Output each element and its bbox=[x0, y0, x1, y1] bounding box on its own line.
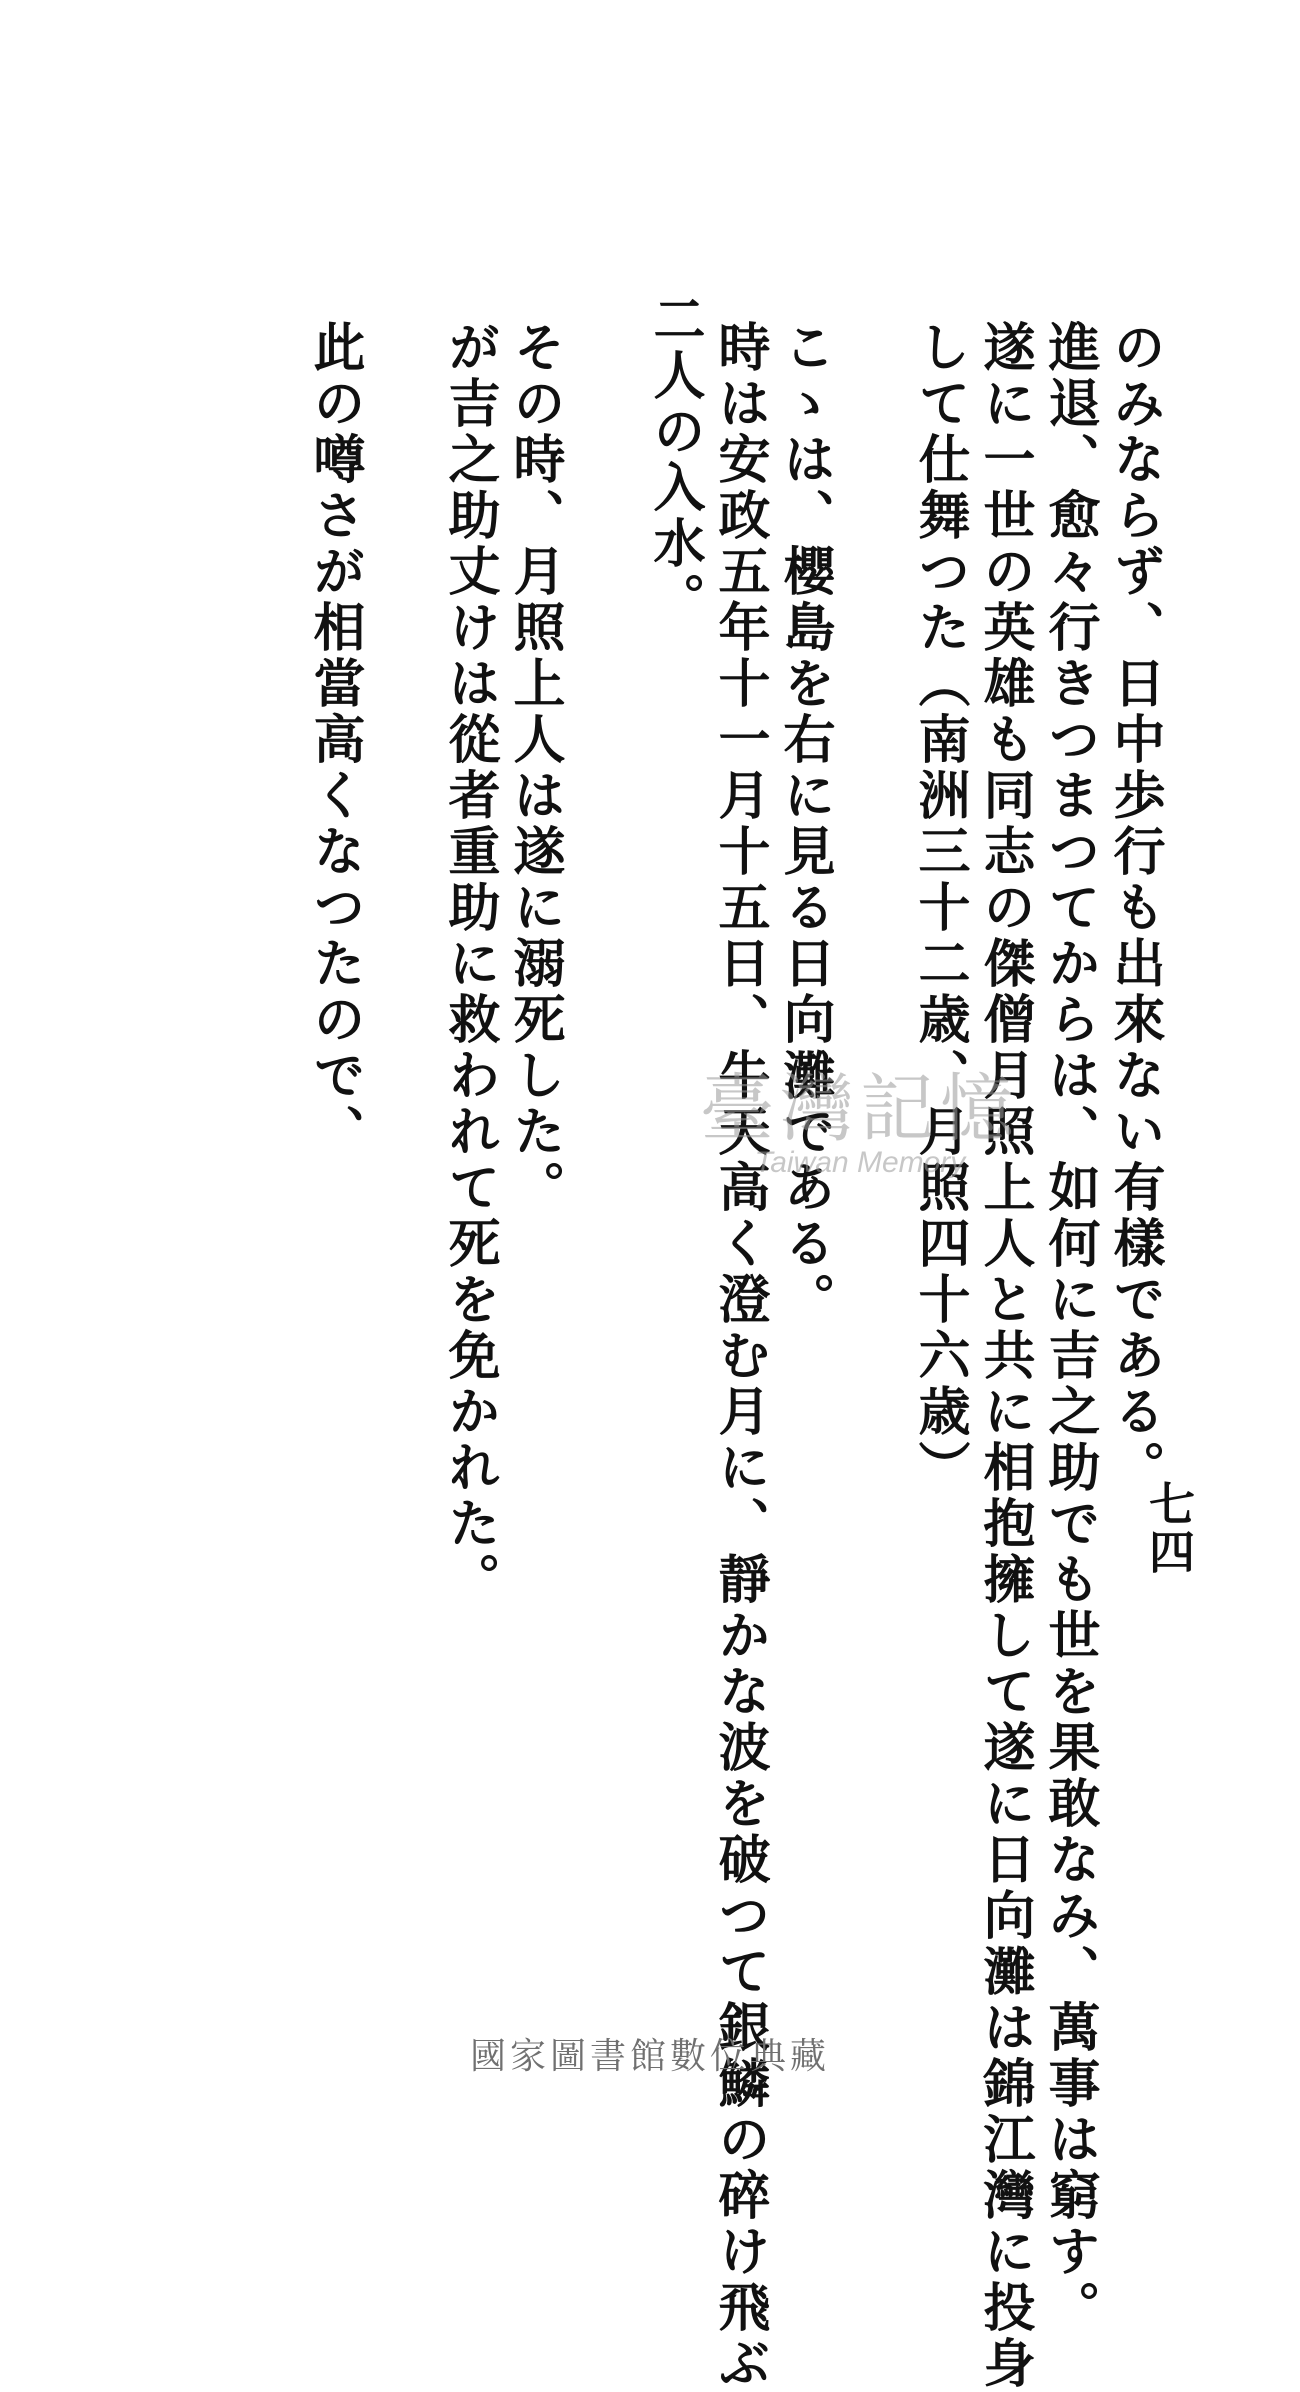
text-column-9: が吉之助丈けは從者重助に救われて死を免かれた。 bbox=[439, 320, 500, 1608]
watermark-logo bbox=[640, 1050, 1080, 1190]
text-column-4: して仕舞つた（南洲三十二歳、月照四十六歳） bbox=[909, 320, 970, 1496]
text-column-10: 此の噂さが相當高くなつたので、 bbox=[304, 320, 365, 1160]
text-column-3: 遂に一世の英雄も同志の傑僧月照上人と共に相抱擁して遂に日向灘は錦江灣に投身 bbox=[974, 320, 1035, 2392]
watermark-chinese: 臺灣記憶 bbox=[700, 1066, 1020, 1152]
watermark-english: Taiwan Memory bbox=[754, 1146, 966, 1179]
text-column-6: 時は安政五年十一月十五日、牛天高く澄む月に、靜かな波を破つて銀鱗の碎け飛ぶ bbox=[709, 320, 770, 2392]
footer-credit: 國家圖書館數位典藏 bbox=[469, 2036, 830, 2077]
text-column-7: 二人の入水。 bbox=[644, 292, 705, 628]
text-column-2: 進退、愈々行きつまつてからは、如何に吉之助でも世を果敢なみ、萬事は窮す。 bbox=[1039, 320, 1100, 2336]
text-column-5: こゝは、櫻島を右に見る日向灘である。 bbox=[774, 320, 835, 1328]
page-number: 七四 bbox=[1142, 1480, 1196, 1576]
text-column-1: のみならず、日中歩行も出來ない有樣である。 bbox=[1104, 320, 1165, 1496]
text-column-8: その時、月照上人は遂に溺死した。 bbox=[504, 320, 565, 1216]
